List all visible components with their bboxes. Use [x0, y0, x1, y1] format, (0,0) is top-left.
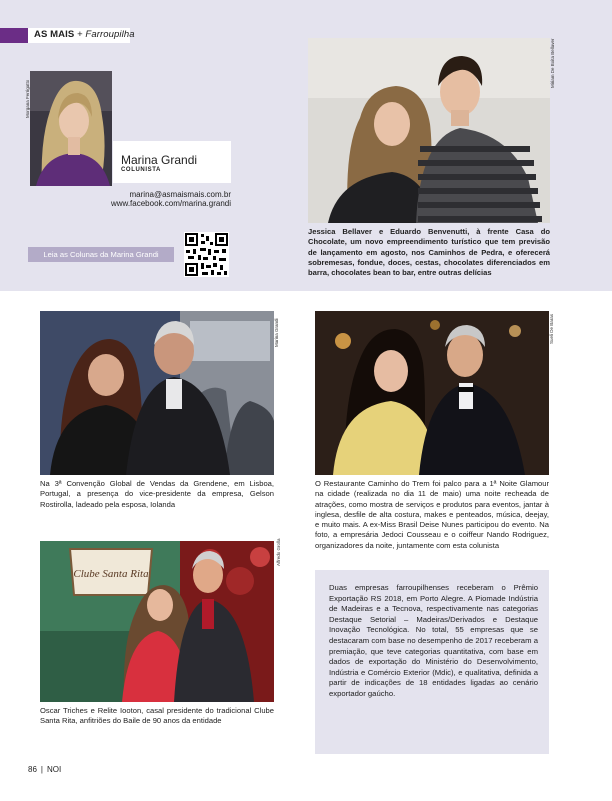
story-photo-santa-rita [40, 541, 274, 702]
columnist-website[interactable]: www.facebook.com/marina.grandi [110, 199, 231, 208]
columnist-title: COLUNISTA [121, 167, 161, 173]
footer-separator: | [40, 765, 43, 774]
story1-caption: Jessica Bellaver e Eduardo Benvenutti, à frente Casa do Chocolate, um novo empreendimento turístico que tem previsão de lançamento em agosto, nos Caminhos de Pedra, e oferecerá sobremesas, fondue, doces, cestas, chocolates diferenciados em barra, chocolates bean to bar, entre outras delícias [308, 227, 550, 278]
qr-code-icon[interactable] [184, 232, 229, 277]
section-label: AS MAIS + Farroupilha [34, 29, 135, 40]
story2-caption: Na 3ª Convenção Global de Vendas da Grendene, em Lisboa, Portugal, a presença do vice-presidente da empresa, Gelson Rostirolla, ladeado pela esposa, Iolanda [40, 479, 274, 509]
columnist-email[interactable]: marina@asmaismais.com.br [129, 190, 231, 199]
highlight-text: Duas empresas farroupilhenses receberam o Prêmio Exportação RS 2018, em Porto Alegre. A Piomade Indústria de Madeiras e a Tecnova, respectivamente nas categorias Destaque Setorial – Madeiras/Derivados e Destaque Inovação Tecnológica. No total, 55 empresas que se destacaram com base no desempenho de 2017 receberam a premiação, que teve categorias quantitativa, com base em dados de exportação do Ministério do Desenvolvimento, Indústria e Comércio Exterior (Mdic), e qualitativa, definida a partir de indicações de 18 entidades ligadas ao cenário exportador gaúcho. [329, 583, 538, 698]
story4-credit: Alfredo Grolla [276, 538, 281, 566]
magazine-name: NOI [46, 765, 62, 774]
section-sublabel: + Farroupilha [77, 29, 135, 40]
story-photo-grendene [40, 311, 274, 475]
page-number: 86 [28, 765, 37, 774]
story3-caption: O Restaurante Caminho do Trem foi palco para a 1ª Noite Glamour na cidade (realizada no dia 11 de maio) uma noite recheada de atrações, como mostra de serviços e produtos para eventos, jantar à inglesa, desfile de alta costura, makes e penteados, música, deejay, e muito mais. A ex-Miss Brasil Deise Nunes participou do evento. Na foto, a empresária Jedoci Cousseau e o coiffeur Nando Rodriguez, organizadores da noite, juntamente com esta colunista [315, 479, 549, 550]
story-photo-glamour [315, 311, 549, 475]
story-photo-chocolate [308, 38, 550, 223]
page-footer [28, 765, 61, 774]
story3-credit: Sueli De Baras [549, 313, 554, 344]
columnist-photo [30, 71, 112, 186]
section-accent-bar [0, 28, 28, 43]
story2-credit: Marina Grandi [274, 318, 279, 347]
columnist-name: Marina Grandi [121, 153, 198, 167]
read-columns-button[interactable]: Leia as Colunas da Marina Grandi [28, 247, 174, 262]
columnist-photo-credit: Morgana Ferrigatto [25, 79, 30, 118]
story1-credit: Miriam De Boita Bellaver [550, 38, 555, 88]
story4-caption: Oscar Triches e Relite Iooton, casal presidente do tradicional Clube Santa Rita, anfitriões do Baile de 90 anos da entidade [40, 706, 274, 726]
club-sign-text: Clube Santa Rita [73, 568, 149, 580]
